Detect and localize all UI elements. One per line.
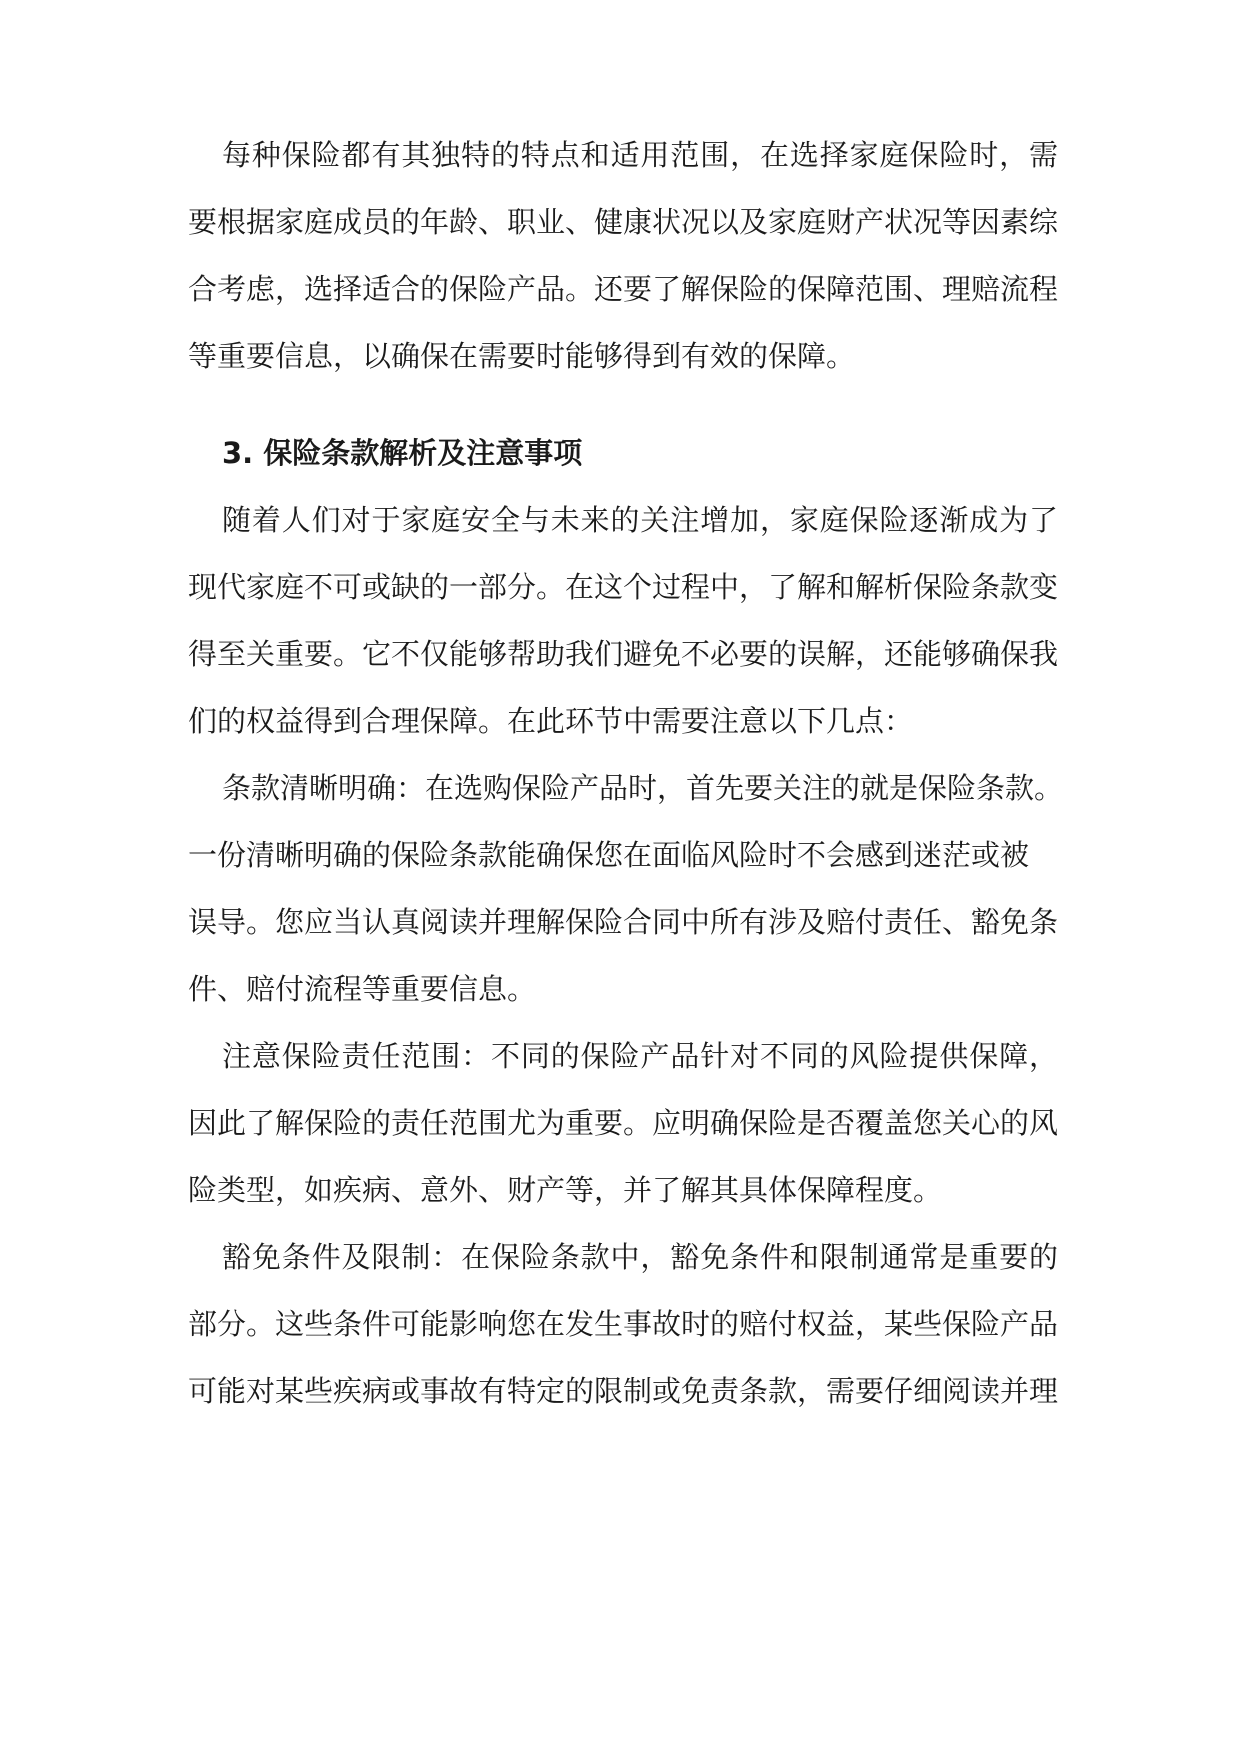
paragraph1-line1: 每种保险都有其独特的特点和适用范围，在选择家庭保险时，需 [222, 138, 1058, 172]
paragraph1-line3: 合考虑，选择适合的保险产品。还要了解保险的保障范围、理赔流程 [188, 272, 1059, 306]
paragraph2-line3: 得至关重要。它不仅能够帮助我们避免不必要的误解，还能够确保我 [188, 637, 1059, 671]
paragraph2-line4: 们的权益得到合理保障。在此环节中需要注意以下几点： [188, 704, 914, 738]
paragraph1-line4: 等重要信息，以确保在需要时能够得到有效的保障。 [188, 339, 856, 373]
paragraph3-line4: 件、赔付流程等重要信息。 [188, 972, 537, 1006]
paragraph4-line3: 险类型，如疾病、意外、财产等，并了解其具体保障程度。 [188, 1173, 943, 1207]
paragraph3-line2: 一份清晰明确的保险条款能确保您在面临风险时不会感到迷茫或被 [188, 838, 1030, 872]
paragraph4-line2: 因此了解保险的责任范围尤为重要。应明确保险是否覆盖您关心的风 [188, 1106, 1059, 1140]
paragraph2-line1: 随着人们对于家庭安全与未来的关注增加，家庭保险逐渐成为了 [222, 503, 1058, 537]
paragraph1-line2: 要根据家庭成员的年龄、职业、健康状况以及家庭财产状况等因素综 [188, 205, 1059, 239]
paragraph2-line2: 现代家庭不可或缺的一部分。在这个过程中，了解和解析保险条款变 [188, 570, 1059, 604]
section-heading: 3. 保险条款解析及注意事项 [222, 436, 583, 470]
paragraph4-line1: 注意保险责任范围：不同的保险产品针对不同的风险提供保障， [222, 1039, 1058, 1073]
paragraph5-line1: 豁免条件及限制：在保险条款中，豁免条件和限制通常是重要的 [222, 1240, 1058, 1274]
paragraph3-line1: 条款清晰明确：在选购保险产品时，首先要关注的就是保险条款。 [222, 771, 1064, 805]
paragraph5-line2: 部分。这些条件可能影响您在发生事故时的赔付权益，某些保险产品 [188, 1307, 1059, 1341]
paragraph5-line3: 可能对某些疾病或事故有特定的限制或免责条款，需要仔细阅读并理 [188, 1374, 1059, 1408]
paragraph3-line3: 误导。您应当认真阅读并理解保险合同中所有涉及赔付责任、豁免条 [188, 905, 1059, 939]
